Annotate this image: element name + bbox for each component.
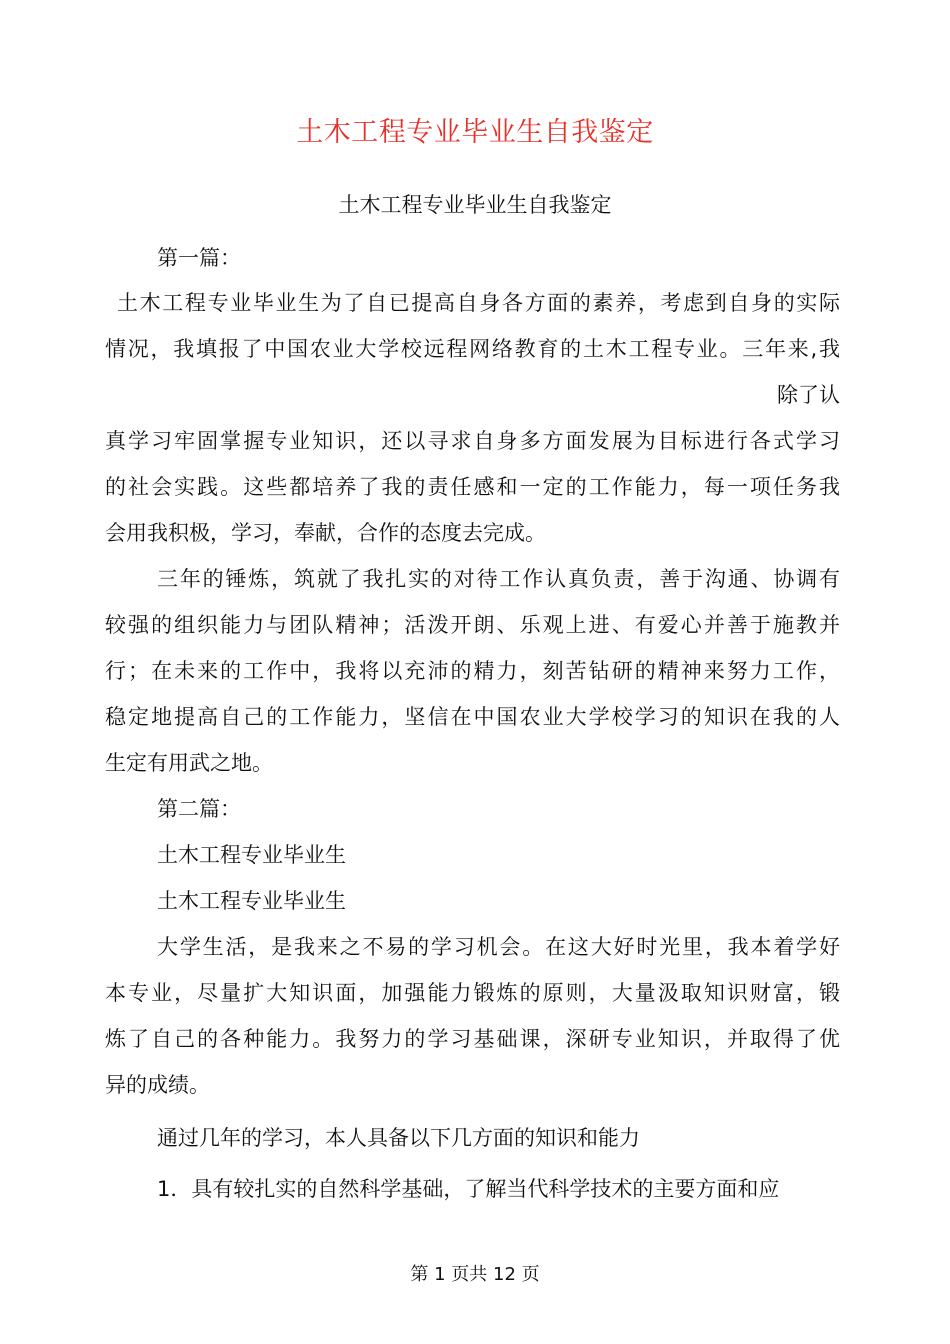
paragraph-line: 行；在未来的工作中，我将以充沛的精力，刻苦钻研的精神来努力工作， — [105, 659, 840, 683]
paragraph-line: 的社会实践。这些都培养了我的责任感和一定的工作能力，每一项任务我 — [105, 475, 840, 499]
paragraph-line: 会用我积极，学习，奉献，合作的态度去完成。 — [105, 521, 546, 545]
paragraph-line: 真学习牢固掌握专业知识，还以寻求自身多方面发展为目标进行各式学习 — [105, 429, 840, 453]
paragraph-line: 异的成绩。 — [105, 1073, 210, 1097]
paragraph-line: 较强的组织能力与团队精神；活泼开朗、乐观上进、有爱心并善于施教并 — [105, 613, 840, 637]
paragraph-line: 土木工程专业毕业生 — [157, 889, 346, 913]
paragraph-line: 三年的锤炼，筑就了我扎实的对待工作认真负责，善于沟通、协调有 — [157, 567, 840, 591]
section-heading: 第一篇： — [157, 246, 241, 270]
paragraph-line: 土木工程专业毕业生 — [157, 843, 346, 867]
paragraph-line: 稳定地提高自己的工作能力，坚信在中国农业大学校学习的知识在我的人 — [105, 705, 840, 729]
section-heading: 第二篇： — [157, 797, 241, 821]
page-number: 第 1 页共 12 页 — [410, 1264, 540, 1285]
list-item: 1．具有较扎实的自然科学基础，了解当代科学技术的主要方面和应 — [157, 1177, 780, 1201]
paragraph-line: 情况，我填报了中国农业大学校远程网络教育的土木工程专业。三年来,我 — [105, 337, 840, 361]
paragraph-line: 生定有用武之地。 — [105, 751, 273, 775]
paragraph-line: 本专业，尽量扩大知识面，加强能力锻炼的原则，大量汲取知识财富，锻 — [105, 981, 840, 1005]
paragraph-line: 大学生活，是我来之不易的学习机会。在这大好时光里，我本着学好 — [157, 935, 840, 959]
paragraph-line: 除了认 — [777, 383, 840, 407]
paragraph-line: 炼了自己的各种能力。我努力的学习基础课，深研专业知识，并取得了优 — [105, 1027, 840, 1051]
paragraph-line: 通过几年的学习，本人具备以下几方面的知识和能力 — [157, 1126, 640, 1150]
document-title: 土木工程专业毕业生自我鉴定 — [296, 117, 654, 148]
document-subtitle: 土木工程专业毕业生自我鉴定 — [338, 193, 612, 217]
paragraph-line: 土木工程专业毕业生为了自已提高自身各方面的素养，考虑到自身的实际 — [117, 291, 840, 315]
